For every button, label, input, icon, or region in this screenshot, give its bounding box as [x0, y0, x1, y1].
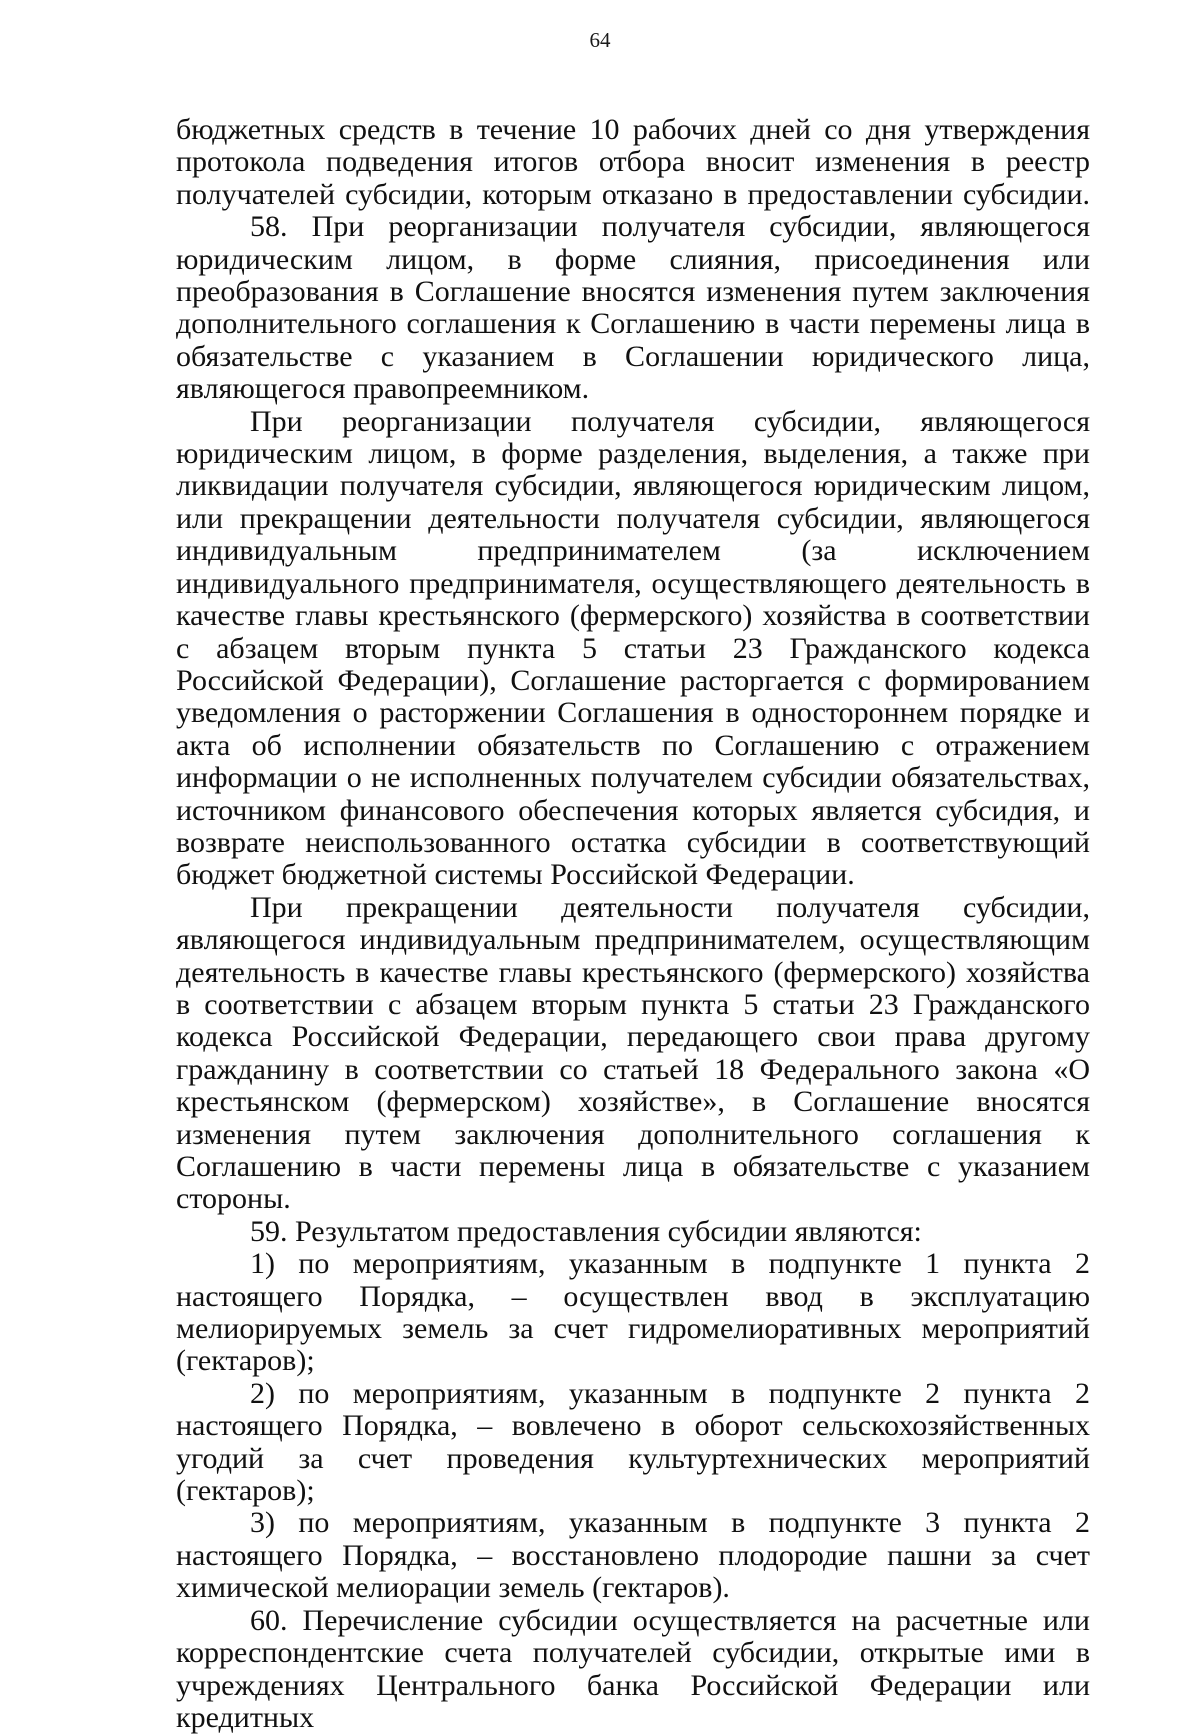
paragraph-continuation: бюджетных средств в течение 10 рабочих дней со дня утверждения протокола подведения итогов отбора вносит изменения в реестр получателей субсидии, которым отказано в предоставлении субсидии. — [176, 113, 1090, 211]
paragraph-reorganization: При реорганизации получателя субсидии, являющегося юридическим лицом, в форме разделения, выделения, а также при ликвидации получателя субсидии, являющегося юридическим лицом, или прекращении деятельности получателя субсидии, являющегося индивидуальным предпринимателем (за исключением индивидуального предпринимателя, осуществляющего деятельность в качестве главы крестьянского (фермерского) хозяйства в соответствии с абзацем вторым пункта 5 статьи 23 Гражданского кодекса Российской Федерации), Соглашение расторгается с формированием уведомления о расторжении Соглашения в одностороннем порядке и акта об исполнении обязательств по Соглашению с отражением информации о не исполненных получателем субсидии обязательствах, источником финансового обеспечения которых является субсидия, и возврате неиспользованного остатка субсидии в соответствующий бюджет бюджетной системы Российской Федерации. — [176, 404, 1090, 892]
document-body — [176, 114, 1090, 1734]
paragraph-58: 58. При реорганизации получателя субсидии, являющегося юридическим лицом, в форме слияния, присоединения или преобразования в Соглашение вносятся изменения путем заключения дополнительного соглашения к Соглашению в части перемены лица в обязательстве с указанием в Соглашении юридического лица, являющегося правопреемником. — [176, 210, 1090, 406]
list-item-2: 2) по мероприятиям, указанным в подпункте 2 пункта 2 настоящего Порядка, – вовлечено в оборот сельскохозяйственных угодий за счет проведения культуртехнических мероприятий (гектаров); — [176, 1376, 1090, 1508]
page-number: 64 — [589, 28, 611, 52]
paragraph-59: 59. Результатом предоставления субсидии являются: — [250, 1214, 922, 1248]
list-item-3: 3) по мероприятиям, указанным в подпункте 3 пункта 2 настоящего Порядка, – восстановлено плодородие пашни за счет химической мелиорации земель (гектаров). — [176, 1506, 1090, 1605]
list-item-1: 1) по мероприятиям, указанным в подпункте 1 пункта 2 настоящего Порядка, – осуществлен ввод в эксплуатацию мелиорируемых земель за счет гидромелиоративных мероприятий (гектаров); — [176, 1247, 1090, 1378]
paragraph-60: 60. Перечисление субсидии осуществляется на расчетные или корреспондентские счета получателей субсидии, открытые ими в учреждениях Центрального банка Российской Федерации или кредитных — [176, 1603, 1090, 1734]
paragraph-farm-head: При прекращении деятельности получателя субсидии, являющегося индивидуальным предпринимателем, осуществляющим деятельность в качестве главы крестьянского (фермерского) хозяйства в соответствии с абзацем вторым пункта 5 статьи 23 Гражданского кодекса Российской Федерации, передающего свои права другому гражданину в соответствии со статьей 18 Федерального закона «О крестьянском (фермерском) хозяйстве», в Соглашение вносятся изменения путем заключения дополнительного соглашения к Соглашению в части перемены лица в обязательстве с указанием стороны. — [176, 890, 1090, 1216]
